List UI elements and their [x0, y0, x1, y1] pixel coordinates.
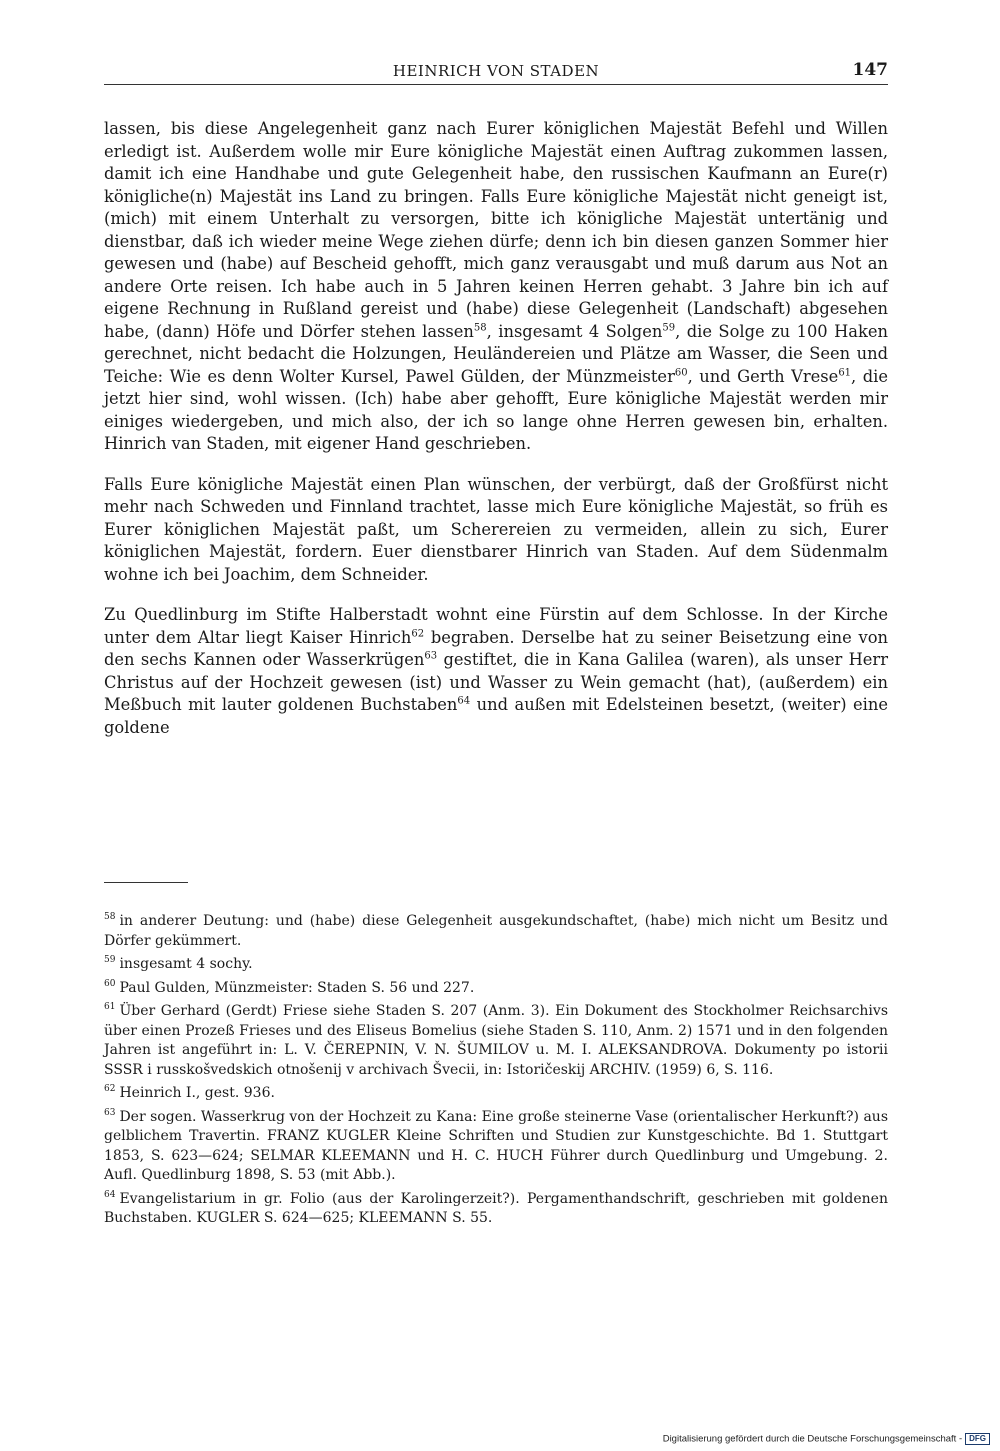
- text-run: lassen, bis diese Angelegenheit ganz nach Eurer königlichen Majestät Befehl und Willen erledigt ist. Außerdem wolle mir Eure königliche Majestät einen Auftrag zukommen lassen, damit ich eine Handhabe und gute Gelegenheit habe, den russischen Kaufmann an Eure(r) königliche(n) Majestät ins Land zu bringen. Falls Eure königliche Majestät nicht geneigt ist, (mich) mit einem Unterhalt zu versorgen, bitte ich königliche Majestät untertänig und dienstbar, daß ich wieder meine Wege ziehen dürfe; denn ich bin diesen ganzen Sommer hier gewesen und (habe) auf Bescheid gehofft, mich ganz verausgabt und muß darum aus Not an andere Orte reisen. Ich habe auch in 5 Jahren keinen Herren gehabt. 3 Jahre bin ich auf eigene Rechnung in Rußland gereist und (habe) diese Gelegenheit (Landschaft) abgesehen habe, (dann) Höfe und Dörfer stehen lassen: [104, 119, 888, 341]
- footnote-text: Heinrich I., gest. 936.: [119, 1085, 275, 1101]
- footnote-number: 61: [104, 1002, 116, 1013]
- footnote-reference[interactable]: 63: [424, 650, 438, 662]
- footnote-text: insgesamt 4 sochy.: [119, 956, 253, 972]
- text-run: begraben. Derselbe hat zu seiner Beisetzung eine von den sechs Kannen oder Wasserkrügen: [104, 627, 889, 669]
- dfg-logo: DFG: [965, 1433, 990, 1445]
- footnote-number: 62: [104, 1084, 116, 1095]
- footnote: [104, 1190, 888, 1229]
- footnote: [104, 955, 888, 975]
- digitization-credit: [663, 1433, 990, 1445]
- footnote-reference[interactable]: 60: [674, 367, 688, 379]
- text-run: und außen mit Edelsteinen besetzt, (weiter) eine goldene: [104, 695, 888, 737]
- footnote-reference[interactable]: 64: [457, 695, 471, 707]
- footnote-number: 59: [104, 955, 116, 966]
- text-run: , die jetzt hier sind, wohl wissen. (Ich) habe aber gehofft, Eure königliche Majestät werden mir einiges wiedergeben, und mich also, der ich so lange ohne Herren gewesen bin, erhalten. Hinrich van Staden, mit eigener Hand geschrieben.: [104, 366, 888, 453]
- text-run: Falls Eure königliche Majestät einen Plan wünschen, der verbürgt, daß der Großfürst nicht mehr nach Schweden und Finnland trachtet, lasse mich Eure königliche Majestät, so früh es Eurer königlichen Majestät paßt, um Scherereien zu vermeiden, allein zu sich, Eurer königlichen Majestät, fordern. Euer dienstbarer Hinrich van Staden. Auf dem Südenmalm wohne ich bei Joachim, dem Schneider.: [104, 474, 888, 584]
- footnote: [104, 1002, 888, 1080]
- footnote-divider: [104, 882, 188, 883]
- footnote-reference[interactable]: 58: [473, 322, 487, 334]
- text-run: gestiftet, die in Kana Galilea (waren), als unser Herr Christus auf der Hochzeit gewesen (ist) und Wasser zu Wein gemacht (hat), (außerdem) ein Meßbuch mit lauter goldenen Buchstaben: [104, 650, 888, 714]
- main-text: [104, 118, 888, 757]
- footnote: [104, 979, 888, 999]
- footnote-number: 63: [104, 1107, 116, 1118]
- footnotes: [104, 912, 888, 1233]
- running-head: [104, 58, 888, 85]
- body-paragraph: [104, 118, 888, 456]
- page-number: 147: [852, 60, 888, 80]
- footnote-reference[interactable]: 61: [838, 367, 852, 379]
- text-run: , insgesamt 4 Solgen: [486, 321, 663, 341]
- footnote-reference[interactable]: 62: [411, 628, 425, 640]
- footnote-text: Evangelistarium in gr. Folio (aus der Karolingerzeit?). Pergamenthandschrift, geschrieben mit goldenen Buchstaben. KUGLER S. 624—625; KLEEMANN S. 55.: [104, 1190, 888, 1226]
- footnote-text: Über Gerhard (Gerdt) Friese siehe Staden S. 207 (Anm. 3). Ein Dokument des Stockholmer Reichsarchivs über einen Prozeß Frieses und des Eliseus Bomelius (siehe Staden S. 110, Anm. 2) 1571 und in den folgenden Jahren ist angeführt in: L. V. ČEREPNIN, V. N. ŠUMILOV u. M. I. ALEKSANDROVA. Dokumenty po istorii SSSR i russkošvedskich otnošenij v archivach Švecii, in: Istoričeskij ARCHIV. (1959) 6, S. 116.: [104, 1003, 888, 1078]
- credit-text: Digitalisierung gefördert durch die Deutsche Forschungsgemeinschaft -: [662, 1433, 963, 1445]
- footnote: [104, 1084, 888, 1104]
- footnote-text: in anderer Deutung: und (habe) diese Gelegenheit ausgekundschaftet, (habe) mich nicht um Besitz und Dörfer gekümmert.: [104, 913, 888, 949]
- text-run: , die Solge zu 100 Haken gerechnet, nicht bedacht die Holzungen, Heuländereien und Plätze am Wasser, die Seen und Teiche: Wie es denn Wolter Kursel, Pawel Gülden, der Münzmeister: [104, 321, 888, 386]
- footnote-number: 58: [104, 912, 116, 923]
- footnote: [104, 912, 888, 951]
- footnote-number: 64: [104, 1189, 116, 1200]
- footnote-number: 60: [104, 978, 116, 989]
- body-paragraph: [104, 474, 888, 587]
- footnote-text: Paul Gulden, Münzmeister: Staden S. 56 und 227.: [119, 979, 475, 996]
- body-paragraph: [104, 604, 888, 739]
- running-title: HEINRICH VON STADEN: [392, 62, 600, 80]
- text-run: , und Gerth Vrese: [687, 366, 839, 386]
- footnote: [104, 1108, 888, 1186]
- footnote-text: Der sogen. Wasserkrug von der Hochzeit zu Kana: Eine große steinerne Vase (orientalischer Herkunft?) aus gelblichem Travertin. FRANZ KUGLER Kleine Schriften und Studien zur Kunstgeschichte. Bd 1. Stuttgart 1853, S. 623—624; SELMAR KLEEMANN und H. C. HUCH Führer durch Quedlinburg und Umgebung. 2. Aufl. Quedlinburg 1898, S. 53 (mit Abb.).: [104, 1108, 888, 1183]
- text-run: Zu Quedlinburg im Stifte Halberstadt wohnt eine Fürstin auf dem Schlosse. In der Kirche unter dem Altar liegt Kaiser Hinrich: [104, 605, 888, 647]
- footnote-reference[interactable]: 59: [662, 322, 676, 334]
